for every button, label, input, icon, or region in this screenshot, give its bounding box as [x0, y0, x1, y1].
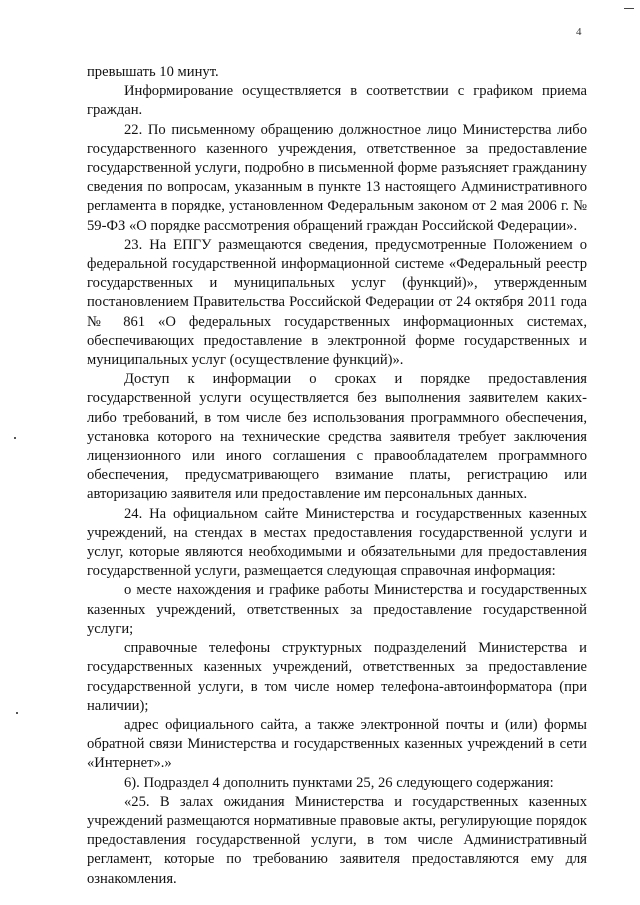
list-item: справочные телефоны структурных подразделений Министерства и государственных казенных учреждений, ответственных за предоставление государственной услуги, в том числе номер телефона-автоинформатора (при наличии); [87, 640, 587, 714]
paragraph: превышать 10 минут. [87, 64, 219, 80]
page-number: 4 [576, 26, 582, 38]
list-item: адрес официального сайта, а также электронной почты и (или) формы обратной связи Министерства и государственных казенных учреждений в сети «Интернет».» [87, 716, 587, 772]
paragraph-22: 22. По письменному обращению должностное лицо Министерства либо государственного казенного учреждения, ответственное за предоставление государственной услуги, подробно в письменной форме разъясняет гражданину сведения по вопросам, указанным в пункте 13 настоящего Административного регламента в порядке, установленном Федеральным законом от 2 мая 2006 г. № 59-ФЗ «О порядке рассмотрения обращений граждан Российской Федерации». [87, 121, 587, 234]
list-item: о месте нахождения и графике работы Министерства и государственных казенных учреждений, ответственных за предоставление государственной услуги; [87, 582, 587, 637]
document-body [87, 63, 587, 889]
scan-dot [14, 437, 16, 439]
paragraph-25: «25. В залах ожидания Министерства и государственных казенных учреждений размещаются нормативные правовые акты, регулирующие порядок предоставления государственной услуги, в том числе Административный регламент, которые по требованию заявителя предоставляются ему для ознакомления. [87, 793, 587, 887]
scan-dot [16, 712, 18, 714]
amendment-paragraph: 6). Подраздел 4 дополнить пунктами 25, 26 следующего содержания: [124, 774, 554, 791]
paragraph: Информирование осуществляется в соответствии с графиком приема граждан. [87, 83, 587, 119]
paragraph-24: 24. На официальном сайте Министерства и государственных казенных учреждений, на стендах в местах предоставления государственной услуги и услуг, которые являются необходимыми и обязательными для предоставления государственной услуги, размещается следующая справочная информация: [87, 505, 587, 580]
paragraph: Доступ к информации о сроках и порядке предоставления государственной услуги осуществляется без выполнения заявителем каких-либо требований, в том числе без использования программного обеспечения, установка которого на технические средства заявителя требует заключения лицензионного или иного соглашения с правообладателем программного обеспечения, предусматривающего взимание платы, регистрацию или авторизацию заявителя или предоставление им персональных данных. [87, 371, 587, 503]
paragraph-23: 23. На ЕПГУ размещаются сведения, предусмотренные Положением о федеральной государственной информационной системе «Федеральный реестр государственных и муниципальных услуг (функций)», утвержденным постановлением Правительства Российской Федерации от 24 октября 2011 года № 861 «О федеральных государственных информационных системах, обеспечивающих предоставление в электронной форме государственных и муниципальных услуг (осуществление функций)». [87, 236, 587, 369]
scan-mark [624, 8, 634, 9]
